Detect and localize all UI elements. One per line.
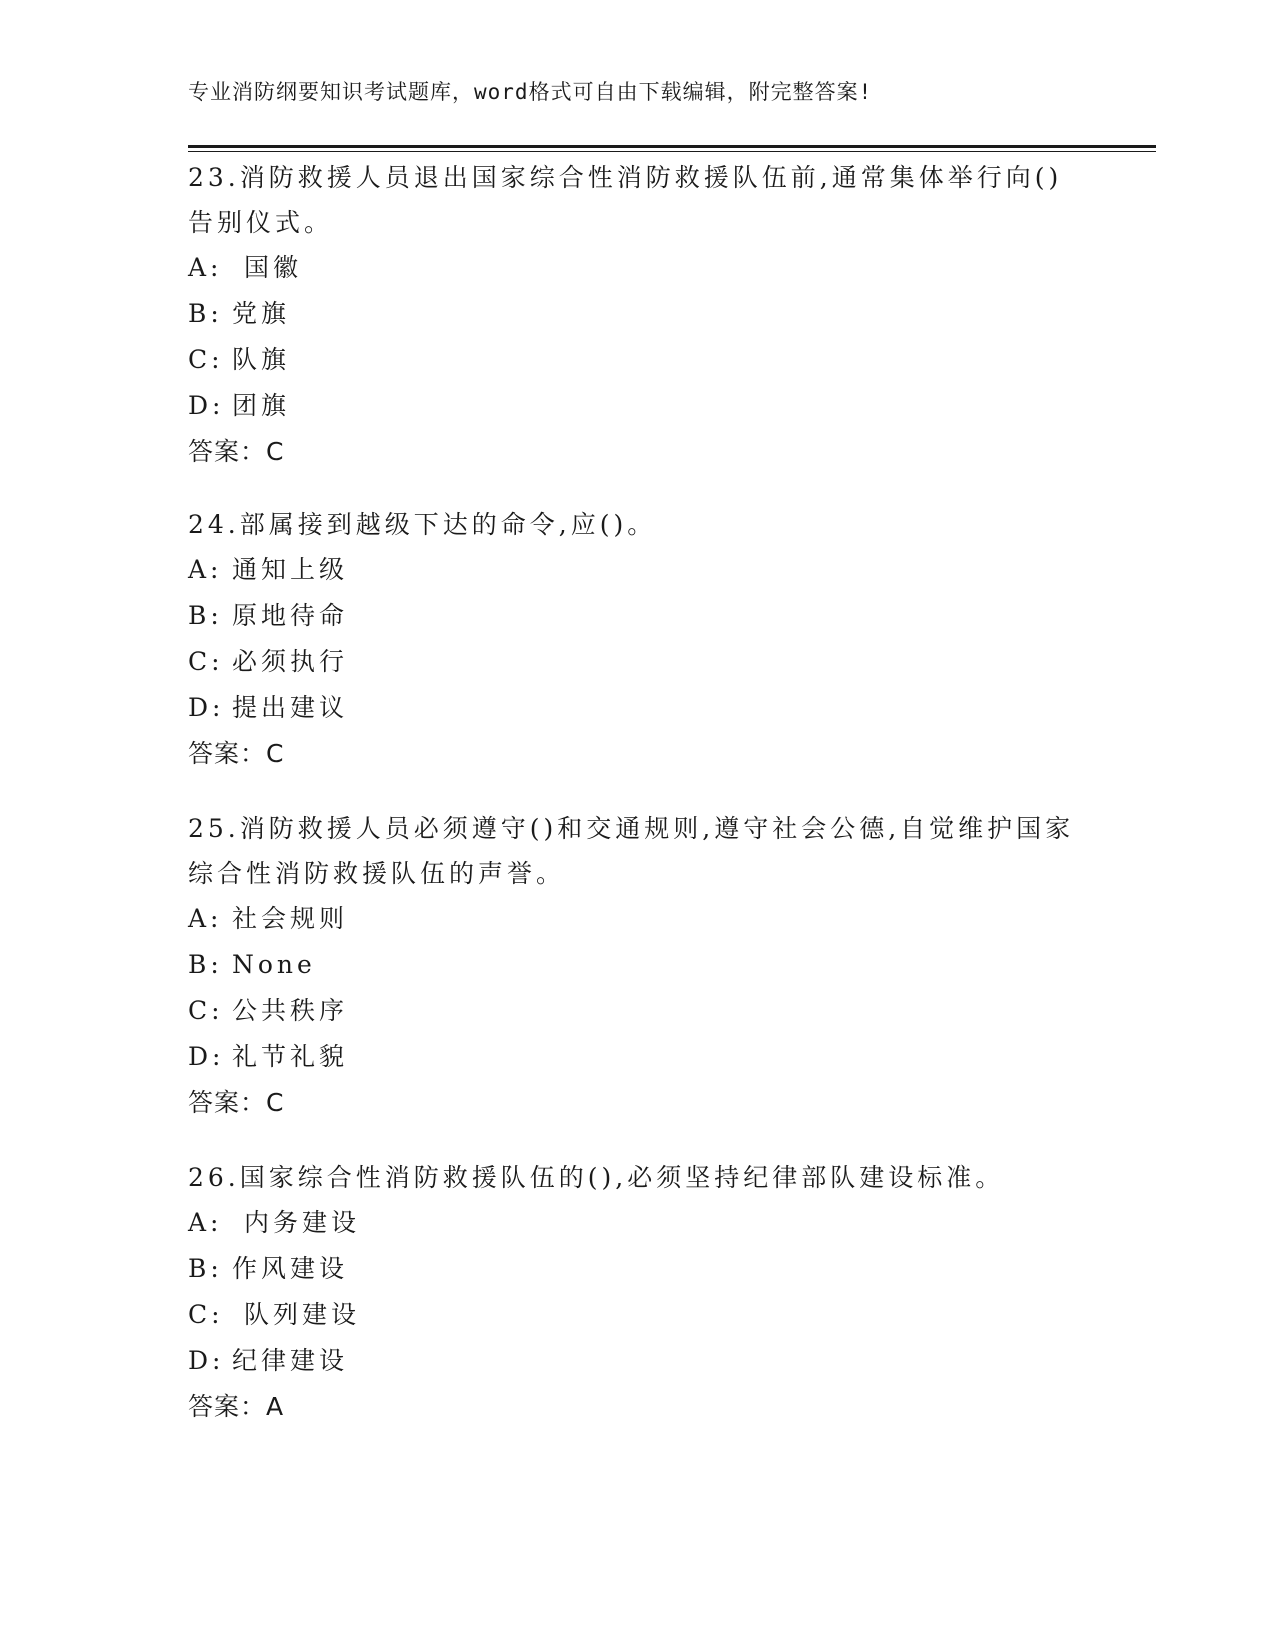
option-key: C: [188,996,224,1025]
option-key: D: [188,391,225,420]
option-text: 队旗 [232,345,291,374]
option-a [188,896,1088,942]
option-key: B: [188,601,223,630]
option-key: C: [188,345,224,374]
answer: 答案：A [188,1392,285,1421]
option-text: 公共秩序 [232,996,349,1025]
option-d [188,383,1088,429]
option-d [188,1034,1088,1080]
option-text: 党旗 [232,299,291,328]
option-text: 作风建设 [232,1254,349,1283]
option-b [188,291,1088,337]
option-text: 社会规则 [232,904,349,933]
option-text: 提出建议 [232,693,349,722]
page-header: 专业消防纲要知识考试题库，word格式可自由下载编辑，附完整答案! [188,80,873,104]
option-text: 内务建设 [232,1208,360,1237]
question-stem: 24.部属接到越级下达的命令,应()。 [188,510,657,539]
option-key: C: [188,647,224,676]
option-text: 纪律建设 [232,1346,349,1375]
option-key: A: [188,555,223,584]
question-stem: 26.国家综合性消防救援队伍的(),必须坚持纪律部队建设标准。 [188,1163,1005,1192]
option-key: C: [188,1300,224,1329]
option-c [188,988,1088,1034]
option-key: B: [188,950,223,979]
option-text: 必须执行 [232,647,349,676]
option-key: B: [188,1254,223,1283]
question-23 [188,155,1088,475]
option-d [188,685,1088,731]
option-b [188,942,1088,988]
question-26 [188,1155,1088,1430]
option-d [188,1338,1088,1384]
option-key: B: [188,299,223,328]
option-key: A: [188,253,223,282]
option-c [188,1292,1088,1338]
option-b [188,593,1088,639]
option-text: 团旗 [232,391,291,420]
answer: 答案：C [188,1088,285,1117]
option-a [188,245,1088,291]
option-text: 通知上级 [232,555,349,584]
option-key: D: [188,693,225,722]
option-text: None [232,950,316,979]
option-c [188,337,1088,383]
option-a [188,547,1088,593]
option-text: 国徽 [232,253,302,282]
option-key: D: [188,1346,225,1375]
question-stem: 23.消防救援人员退出国家综合性消防救援队伍前,通常集体举行向()告别仪式。 [188,163,1063,237]
option-text: 队列建设 [232,1300,360,1329]
option-c [188,639,1088,685]
option-text: 原地待命 [232,601,349,630]
header-divider-thick [188,145,1156,148]
answer: 答案：C [188,437,285,466]
header-divider-thin [188,151,1156,152]
option-key: A: [188,904,223,933]
option-key: D: [188,1042,225,1071]
question-stem: 25.消防救援人员必须遵守()和交通规则,遵守社会公德,自觉维护国家综合性消防救援队伍的声誉。 [188,814,1075,888]
question-24 [188,502,1088,777]
option-text: 礼节礼貌 [232,1042,349,1071]
option-key: A: [188,1208,223,1237]
question-25 [188,806,1088,1126]
answer: 答案：C [188,739,285,768]
option-a [188,1200,1088,1246]
option-b [188,1246,1088,1292]
